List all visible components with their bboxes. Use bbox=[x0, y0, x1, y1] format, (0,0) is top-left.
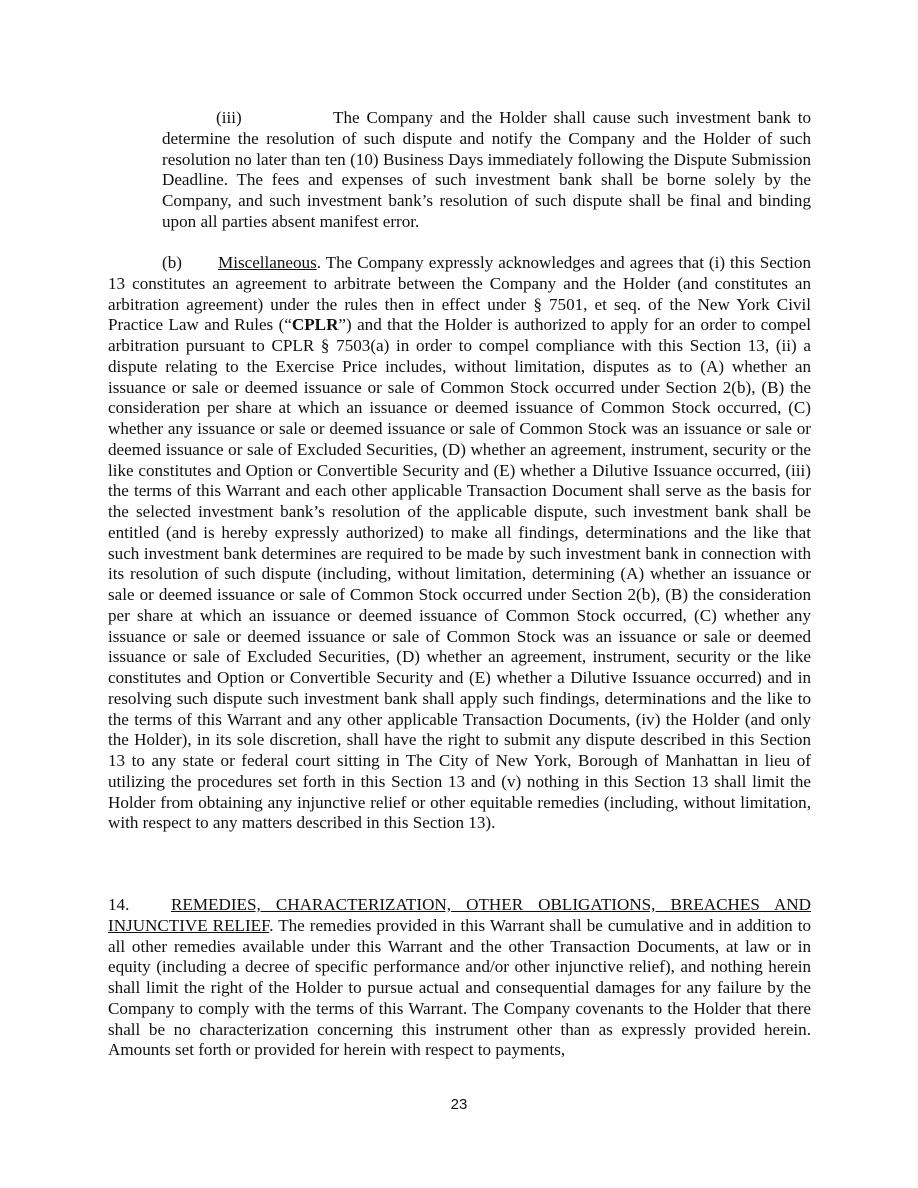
cplr-defined-term: CPLR bbox=[291, 315, 339, 335]
page-number: 23 bbox=[450, 1096, 468, 1113]
section-14-heading: REMEDIES, CHARACTERIZATION, OTHER OBLIGATIONS, BREACHES AND INJUNCTIVE RELIEF bbox=[108, 895, 811, 935]
section-14-remedies bbox=[108, 895, 811, 1061]
paragraph-b-number: (b) bbox=[162, 253, 182, 272]
paragraph-iii bbox=[162, 108, 811, 233]
section-14-number: 14. bbox=[108, 895, 130, 914]
paragraph-iii-text: The Company and the Holder shall cause such investment bank to determine the resolution of such dispute and notify the Company and the Holder of such resolution no later than ten (10) Business Days immediately following the Dispute Submission Deadline. The fees and expenses of such investment bank shall be borne solely by the Company, and such investment bank’s resolution of such dispute shall be final and binding upon all parties absent manifest error. bbox=[162, 108, 811, 231]
paragraph-b-text-part1: . The Company expressly acknowledges and agrees that (i) this Section 13 constitutes an agreement to arbitrate between the Company and the Holder (and constitutes an arbitration agreement) under the rules then in effect under § 7501, et seq. of the New York Civil Practice Law and Rules (“ bbox=[108, 253, 811, 335]
paragraph-b-heading: Miscellaneous bbox=[218, 253, 317, 272]
section-14-text: . The remedies provided in this Warrant shall be cumulative and in addition to all other remedies available under this Warrant and the other Transaction Documents, at law or in equity (including a decree of specific performance and/or other injunctive relief), and nothing herein shall limit the right of the Holder to pursue actual and consequential damages for any failure by the Company to comply with the terms of this Warrant. The Company covenants to the Holder that there shall be no characterization concerning this instrument other than as expressly provided herein. Amounts set forth or provided for herein with respect to payments, bbox=[108, 915, 811, 1060]
paragraph-b-miscellaneous bbox=[108, 253, 811, 834]
paragraph-iii-number: (iii) bbox=[216, 108, 242, 127]
paragraph-b-text-part2: ”) and that the Holder is authorized to apply for an order to compel arbitration pursuant to CPLR § 7503(a) in order to compel compliance with this Section 13, (ii) a dispute relating to the Exercise Price includes, without limitation, disputes as to (A) whether an issuance or sale or deemed issuance or sale of Common Stock occurred under Section 2(b), (B) the consideration per share at which an issuance or deemed issuance of Common Stock occurred, (C) whether any issuance or sale or deemed issuance or sale of Common Stock was an issuance or sale or deemed issuance or sale of Excluded Securities, (D) whether an agreement, instrument, security or the like constitutes and Option or Convertible Security and (E) whether a Dilutive Issuance occurred, (iii) the terms of this Warrant and each other applicable Transaction Document shall serve as the basis for the selected investment bank’s resolution of the applicable dispute, such investment bank shall be entitled (and is hereby expressly authorized) to make all findings, determinations and the like that such investment bank determines are required to be made by such investment bank in connection with its resolution of such dispute (including, without limitation, determining (A) whether an issuance or sale or deemed issuance or sale of Common Stock occurred under Section 2(b), (B) the consideration per share at which an issuance or deemed issuance of Common Stock occurred, (C) whether any issuance or sale or deemed issuance or sale of Common Stock was an issuance or sale or deemed issuance or sale of Excluded Securities, (D) whether an agreement, instrument, security or the like constitutes and Option or Convertible Security and (E) whether a Dilutive Issuance occurred) and in resolving such dispute such investment bank shall apply such findings, determinations and the like to the terms of this Warrant and any other applicable Transaction Documents, (iv) the Holder (and only the Holder), in its sole discretion, shall have the right to submit any dispute described in this Section 13 to any state or federal court sitting in The City of New York, Borough of Manhattan in lieu of utilizing the procedures set forth in this Section 13 and (v) nothing in this Section 13 shall limit the Holder from obtaining any injunctive relief or other equitable remedies (including, without limitation, with respect to any matters described in this Section 13). bbox=[108, 315, 811, 833]
